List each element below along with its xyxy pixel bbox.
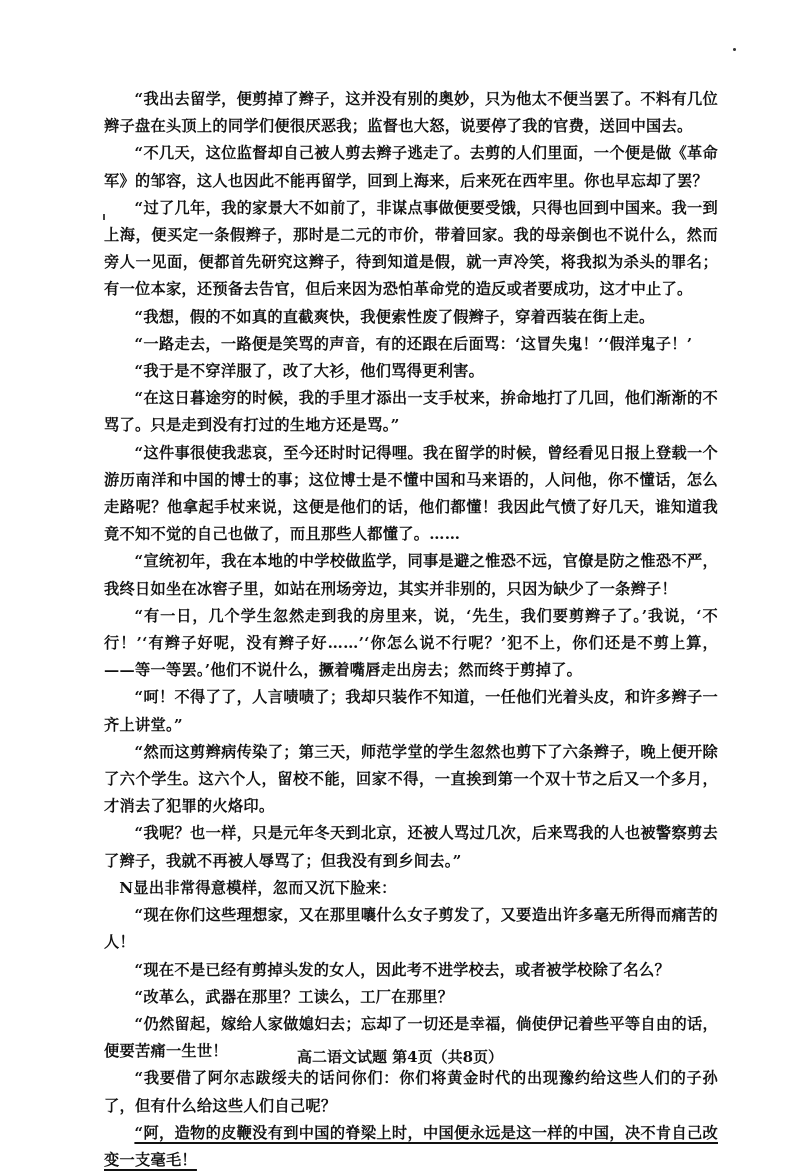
- scan-dot: [733, 48, 736, 51]
- paragraph: “现在不是已经有剪掉头发的女人，因此考不进学校去，或者被学校除了名么？: [134, 960, 671, 979]
- paragraph: “有一日，几个学生忽然走到我的房里来，说，‘先生，我们要剪辫子了。’我说，‘不行！’‘有辫子好呢，没有辫子好……’‘你怎么说不行呢？’犯不上，你们还是不剪上算，——等一等罢。’他们不说什么，撅着嘴唇走出房去；然而终于剪掉了。: [104, 606, 718, 680]
- paragraph: “改革么，武器在那里？工读么，工厂在那里？: [134, 987, 454, 1006]
- paragraph: “然而这剪辫病传染了；第三天，师范学堂的学生忽然也剪下了六条辫子，晚上便开除了六个学生。这六个人，留校不能，回家不得，一直挨到第一个双十节之后又一个多月，才消去了犯罪的火烙印。: [104, 742, 718, 816]
- paragraph: N显出非常得意模样，忽而又沉下脸来：: [119, 878, 397, 897]
- paragraph: “宣统初年，我在本地的中学校做监学，同事是避之惟恐不远，官僚是防之惟恐不严，我终日如坐在冰窖子里，如站在刑场旁边，其实并非别的，只因为缺少了一条辫子！: [104, 552, 718, 598]
- paragraph: “现在你们这些理想家，又在那里嚷什么女子剪发了，又要造出许多毫无所得而痛苦的人！: [104, 906, 718, 952]
- paragraph: “呵！不得了了，人言啧啧了；我却只装作不知道，一任他们光着头皮，和许多辫子一齐上讲堂。”: [104, 688, 718, 734]
- article-body: [104, 86, 718, 1174]
- paragraph: “在这日暮途穷的时候，我的手里才添出一支手杖来，拚命地打了几回，他们渐渐的不骂了。只是走到没有打过的生地方还是骂。”: [104, 389, 718, 435]
- paragraph: “一路走去，一路便是笑骂的声音，有的还跟在后面骂：‘这冒失鬼！’‘假洋鬼子！’: [134, 334, 693, 353]
- paragraph: “我要借了阿尔志跋绥夫的话问你们：你们将黄金时代的出现豫约给这些人们的子孙了，但有什么给这些人们自己呢？: [104, 1069, 718, 1115]
- page-footer: 高二语文试题 第4页（共8页）: [296, 1048, 504, 1066]
- underlined-paragraph: [104, 1120, 718, 1174]
- paragraph: “我想，假的不如真的直截爽快，我便索性废了假辫子，穿着西装在街上走。: [134, 307, 655, 326]
- paragraph: “我呢？也一样，只是元年冬天到北京，还被人骂过几次，后来骂我的人也被警察剪去了辫子，我就不再被人辱骂了；但我没有到乡间去。”: [104, 824, 718, 870]
- underlined-sentence: “阿，造物的皮鞭没有到中国的脊梁上时，中国便永远是这一样的中国，决不肯自己改变一支毫毛！: [104, 1123, 718, 1169]
- paragraph: “过了几年，我的家景大不如前了，非谋点事做便要受饿，只得也回到中国来。我一到上海，便买定一条假辫子，那时是二元的市价，带着回家。我的母亲倒也不说什么，然而旁人一见面，便都首先研究这辫子，待到知道是假，就一声冷笑，将我拟为杀头的罪名；有一位本家，还预备去告官，但后来因为恐怕革命党的造反或者要成功，这才中止了。: [104, 198, 718, 299]
- paragraph: “这件事很使我悲哀，至今还时时记得哩。我在留学的时候，曾经看见日报上登载一个游历南洋和中国的博士的事；这位博士是不懂中国和马来语的，人问他，你不懂话，怎么走路呢？他拿起手杖来说，这便是他们的话，他们都懂！我因此气愤了好几天，谁知道我竟不知不觉的自己也做了，而且那些人都懂了。……: [104, 443, 718, 544]
- paragraph: “我出去留学，便剪掉了辫子，这并没有别的奥妙，只为他太不便当罢了。不料有几位辫子盘在头顶上的同学们便很厌恶我；监督也大怒，说要停了我的官费，送回中国去。: [104, 90, 718, 136]
- paragraph: “不几天，这位监督却自己被人剪去辫子逃走了。去剪的人们里面，一个便是做《革命军》的邹容，这人也因此不能再留学，回到上海来，后来死在西牢里。你也早忘却了罢？: [104, 144, 718, 190]
- paragraph: “仍然留起，嫁给人家做媳妇去；忘却了一切还是幸福，倘使伊记着些平等自由的话，便要苦痛一生世！: [104, 1014, 718, 1061]
- paragraph: “我于是不穿洋服了，改了大衫，他们骂得更利害。: [134, 362, 485, 381]
